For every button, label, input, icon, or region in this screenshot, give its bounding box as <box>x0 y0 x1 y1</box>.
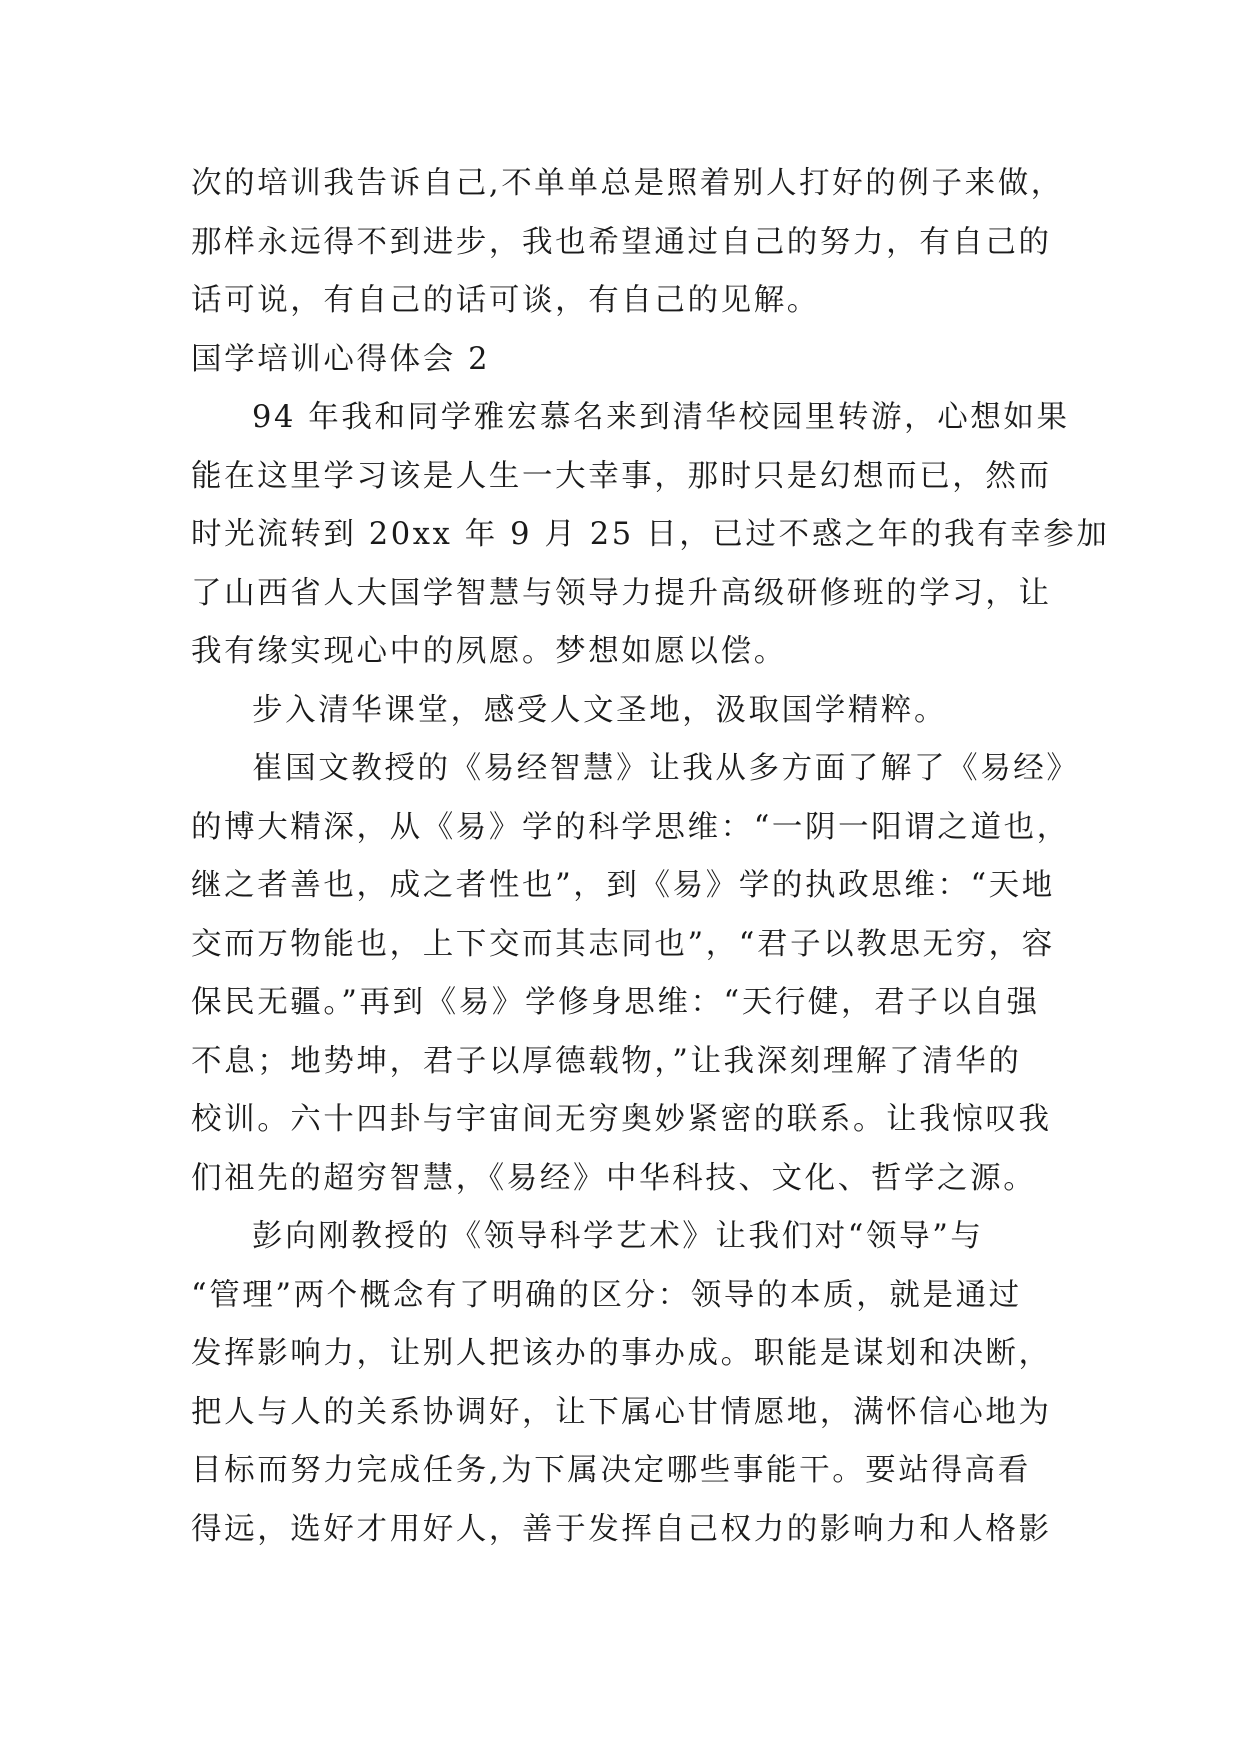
text-line: 的博大精深，从《易》学的科学思维：“一阴一阳谓之道也， <box>191 809 1070 845</box>
document-body <box>191 155 1110 1559</box>
text-line: 保民无疆。”再到《易》学修身思维：“天行健，君子以自强 <box>191 985 1040 1020</box>
paragraph-first-line: 步入清华课堂，感受人文圣地，汲取国学精粹。 <box>252 692 948 728</box>
text-line: 我有缘实现心中的夙愿。梦想如愿以偿。 <box>191 634 787 669</box>
text-line: 目标而努力完成任务,为下属决定哪些事能干。要站得高看 <box>191 1453 1031 1488</box>
text-line: 不息；地势坤，君子以厚德载物，”让我深刻理解了清华的 <box>191 1043 1022 1079</box>
text-line: “管理”两个概念有了明确的区分：领导的本质，就是通过 <box>191 1277 1022 1313</box>
section-heading: 国学培训心得体会 2 <box>191 341 491 377</box>
paragraph-first-line: 崔国文教授的《易经智慧》让我从多方面了解了《易经》 <box>252 751 1080 786</box>
text-line: 校训。六十四卦与宇宙间无穷奥妙紧密的联系。让我惊叹我 <box>191 1102 1052 1137</box>
text-line: 话可说，有自己的话可谈，有自己的见解。 <box>191 283 820 318</box>
text-line: 能在这里学习该是人生一大幸事，那时只是幻想而已，然而 <box>191 458 1052 494</box>
text-line: 时光流转到 20xx 年 9 月 25 日，已过不惑之年的我有幸参加 <box>191 517 1110 552</box>
text-line: 了山西省人大国学智慧与领导力提升高级研修班的学习，让 <box>191 575 1052 611</box>
paragraph-first-line: 94 年我和同学雅宏慕名来到清华校园里转游，心想如果 <box>252 400 1070 435</box>
text-line: 次的培训我告诉自己,不单单总是照着别人打好的例子来做， <box>191 166 1064 201</box>
text-line: 继之者善也，成之者性也”，到《易》学的执政思维：“天地 <box>191 868 1055 903</box>
text-line: 们祖先的超穷智慧，《易经》中华科技、文化、哲学之源。 <box>191 1160 1037 1196</box>
paragraph-first-line: 彭向刚教授的《领导科学艺术》让我们对“领导”与 <box>252 1219 984 1254</box>
text-line: 交而万物能也，上下交而其志同也”，“君子以教思无穷，容 <box>191 926 1055 962</box>
text-line: 把人与人的关系协调好，让下属心甘情愿地，满怀信心地为 <box>191 1394 1052 1430</box>
text-line: 那样永远得不到进步，我也希望通过自己的努力，有自己的 <box>191 224 1052 260</box>
text-line: 发挥影响力，让别人把该办的事办成。职能是谋划和决断， <box>191 1336 1052 1371</box>
text-line: 得远，选好才用好人，善于发挥自己权力的影响力和人格影 <box>191 1511 1052 1547</box>
